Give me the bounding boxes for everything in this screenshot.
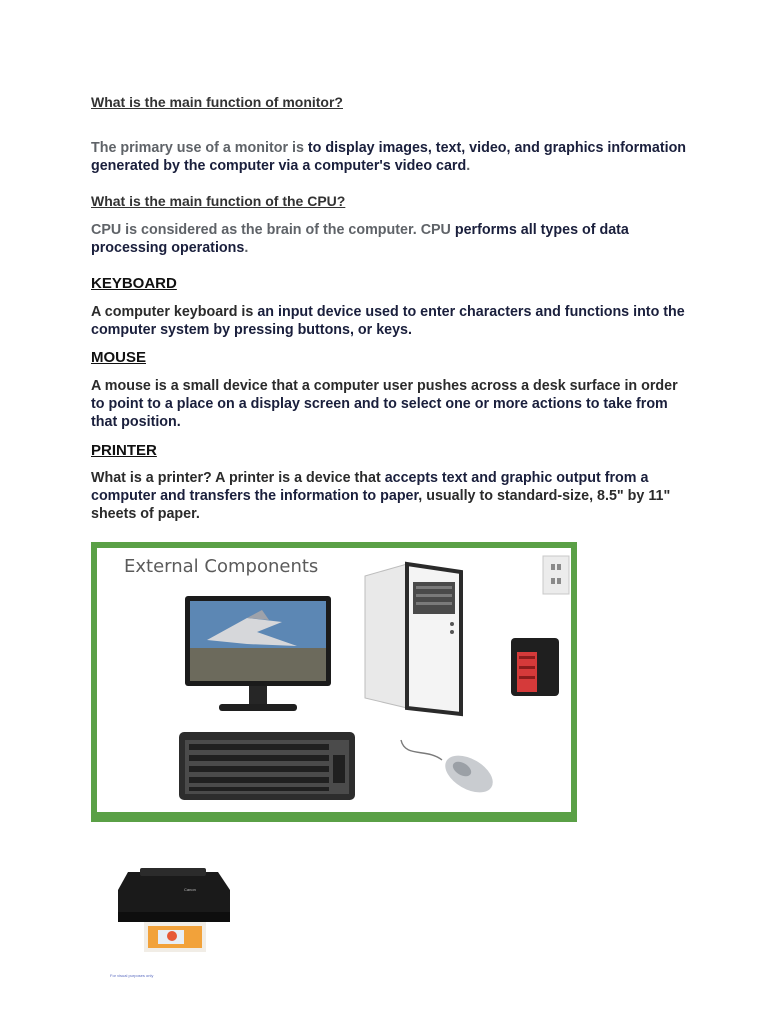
- power-outlet-icon: [543, 556, 569, 594]
- printer-brand-label: Canon: [184, 887, 196, 892]
- question-monitor: What is the main function of monitor?: [91, 94, 343, 110]
- paragraph-cpu: CPU is considered as the brain of the computer. CPU performs all types of data processing operations.: [91, 222, 629, 256]
- monitor-icon: [185, 596, 331, 711]
- heading-keyboard: KEYBOARD: [91, 275, 177, 292]
- components-illustration: [97, 548, 571, 812]
- figure-canvas: [97, 548, 571, 812]
- paragraph-mouse: A mouse is a small device that a computer user pushes across a desk surface in order to point to a place on a display screen and to select one or more actions to take from that position.: [91, 378, 678, 430]
- heading-mouse: MOUSE: [91, 349, 147, 366]
- paragraph-keyboard: A computer keyboard is an input device used to enter characters and functions into the computer system by pressing buttons, or keys.: [91, 304, 685, 338]
- printer-icon: [110, 846, 240, 972]
- paragraph-monitor: The primary use of a monitor is to display images, text, video, and graphics information generated by the computer via a computer's video card.: [91, 140, 687, 174]
- cpu-tower-icon: [365, 564, 461, 714]
- heading-printer: PRINTER: [91, 442, 157, 459]
- paragraph-printer: What is a printer? A printer is a device that accepts text and graphic output from a computer and transfers the information to paper, usually to standard-size, 8.5" by 11" sheets of paper.: [91, 470, 671, 522]
- keyboard-icon: [179, 732, 355, 800]
- mouse-icon: [401, 740, 499, 800]
- external-components-figure: [91, 542, 577, 822]
- question-cpu: What is the main function of the CPU?: [91, 193, 346, 209]
- figure-title: External Components: [124, 556, 319, 577]
- printer-image: [110, 846, 240, 984]
- printer-caption: For visual purposes only: [110, 973, 154, 978]
- speaker-icon: [511, 638, 559, 696]
